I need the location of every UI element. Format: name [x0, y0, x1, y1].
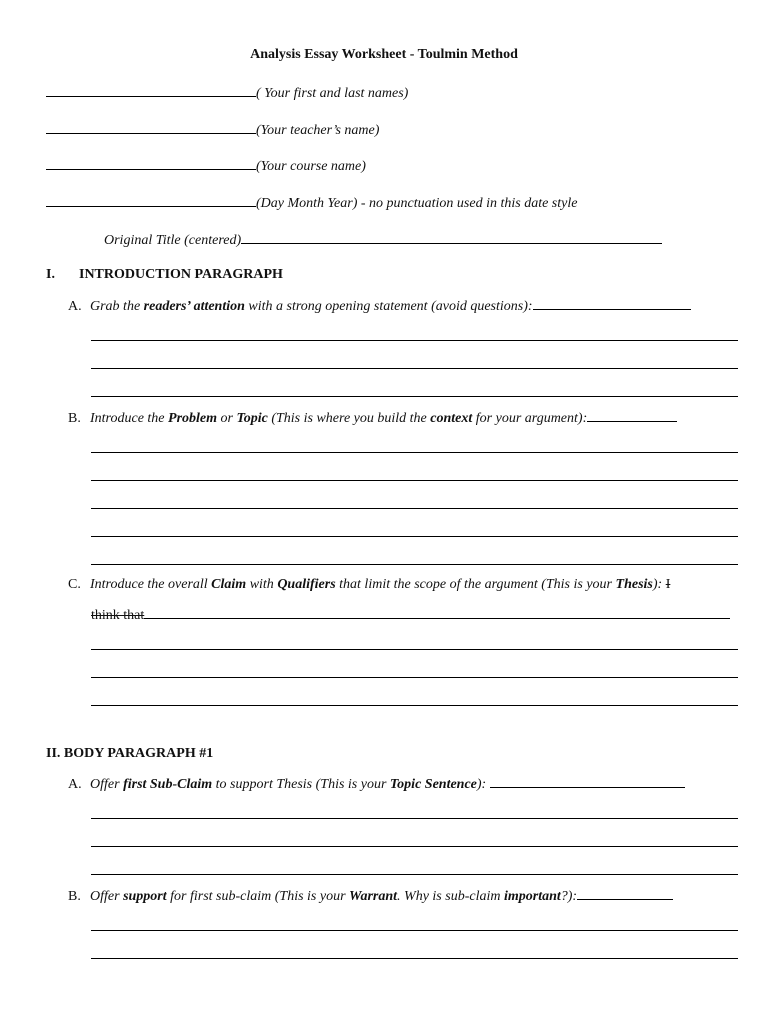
date-field: [46, 194, 577, 212]
answer-line[interactable]: [91, 564, 738, 565]
item-letter: B.: [68, 411, 81, 426]
item-text: Introduce the: [90, 411, 169, 426]
answer-line[interactable]: [91, 508, 738, 509]
answer-line[interactable]: [91, 677, 738, 678]
thesis-continuation: [91, 606, 730, 624]
item-text: Offer: [90, 777, 124, 792]
item-letter: A.: [68, 299, 82, 314]
original-title-field: [104, 231, 662, 249]
item-text: Introduce the overall: [90, 577, 212, 592]
body1-item-a: [68, 775, 685, 793]
item-emphasis: Qualifiers: [277, 577, 336, 592]
item-emphasis: readers’ attention: [143, 299, 245, 314]
item-text: (This is where you build the: [267, 411, 431, 426]
struck-text: I: [665, 577, 671, 592]
item-text: with a strong opening statement (avoid questions):: [244, 299, 533, 314]
answer-line[interactable]: [91, 846, 738, 847]
item-text: ):: [652, 577, 666, 592]
item-text: ?):: [560, 889, 578, 904]
item-text: for your argument):: [472, 411, 588, 426]
intro-item-a: [68, 297, 691, 315]
answer-blank[interactable]: [587, 409, 677, 422]
item-letter: C.: [68, 577, 81, 592]
teacher-field-label: (Your teacher’s name): [256, 123, 380, 138]
teacher-field: [46, 121, 379, 139]
answer-line[interactable]: [91, 818, 738, 819]
section-numeral: I.: [46, 267, 55, 282]
answer-blank[interactable]: [533, 297, 691, 310]
answer-line[interactable]: [91, 368, 738, 369]
course-field-label: (Your course name): [256, 159, 366, 174]
section-heading-intro: [46, 267, 283, 283]
section-heading-body1: II. BODY PARAGRAPH #1: [46, 746, 214, 761]
item-text: Grab the: [90, 299, 144, 314]
item-emphasis: important: [503, 889, 561, 904]
item-text: . Why is sub-claim: [397, 889, 504, 904]
answer-line[interactable]: [91, 340, 738, 341]
answer-line[interactable]: [91, 480, 738, 481]
date-blank[interactable]: [46, 194, 256, 207]
answer-line[interactable]: [91, 536, 738, 537]
intro-item-c: [68, 577, 670, 593]
answer-line[interactable]: [91, 649, 738, 650]
item-letter: B.: [68, 889, 81, 904]
answer-line[interactable]: [91, 958, 738, 959]
answer-line[interactable]: [91, 705, 738, 706]
answer-line[interactable]: [91, 452, 738, 453]
item-emphasis: Topic Sentence: [389, 777, 477, 792]
course-blank[interactable]: [46, 157, 256, 170]
answer-line[interactable]: [91, 874, 738, 875]
name-field: [46, 84, 408, 102]
item-emphasis: Topic: [236, 411, 268, 426]
answer-line[interactable]: [91, 930, 738, 931]
original-title-blank[interactable]: [241, 231, 662, 244]
item-emphasis: Claim: [211, 577, 247, 592]
item-emphasis: Thesis: [615, 577, 653, 592]
item-emphasis: Problem: [168, 411, 218, 426]
name-field-label: ( Your first and last names): [256, 86, 409, 101]
answer-blank[interactable]: [144, 606, 730, 619]
item-text: for first sub-claim (This is your: [166, 889, 350, 904]
item-emphasis: context: [430, 411, 473, 426]
item-text: Offer: [90, 889, 124, 904]
name-blank[interactable]: [46, 84, 256, 97]
intro-item-b: [68, 409, 677, 427]
teacher-blank[interactable]: [46, 121, 256, 134]
item-emphasis: Warrant: [349, 889, 398, 904]
item-emphasis: support: [123, 889, 167, 904]
course-field: [46, 157, 366, 175]
date-field-label: (Day Month Year) - no punctuation used in this date style: [256, 196, 578, 211]
item-text: to support Thesis (This is your: [212, 777, 390, 792]
item-text: ):: [476, 777, 490, 792]
item-text: with: [246, 577, 278, 592]
item-text: that limit the scope of the argument (This is your: [335, 577, 616, 592]
original-title-label: Original Title (centered): [104, 233, 242, 248]
answer-blank[interactable]: [490, 775, 685, 788]
struck-text: think that: [91, 608, 145, 623]
item-text: or: [217, 411, 237, 426]
item-emphasis: first Sub-Claim: [123, 777, 213, 792]
body1-item-b: [68, 887, 673, 905]
worksheet-title: Analysis Essay Worksheet - Toulmin Method: [250, 47, 518, 62]
section-title: INTRODUCTION PARAGRAPH: [79, 267, 283, 282]
answer-blank[interactable]: [577, 887, 673, 900]
answer-line[interactable]: [91, 396, 738, 397]
item-letter: A.: [68, 777, 82, 792]
